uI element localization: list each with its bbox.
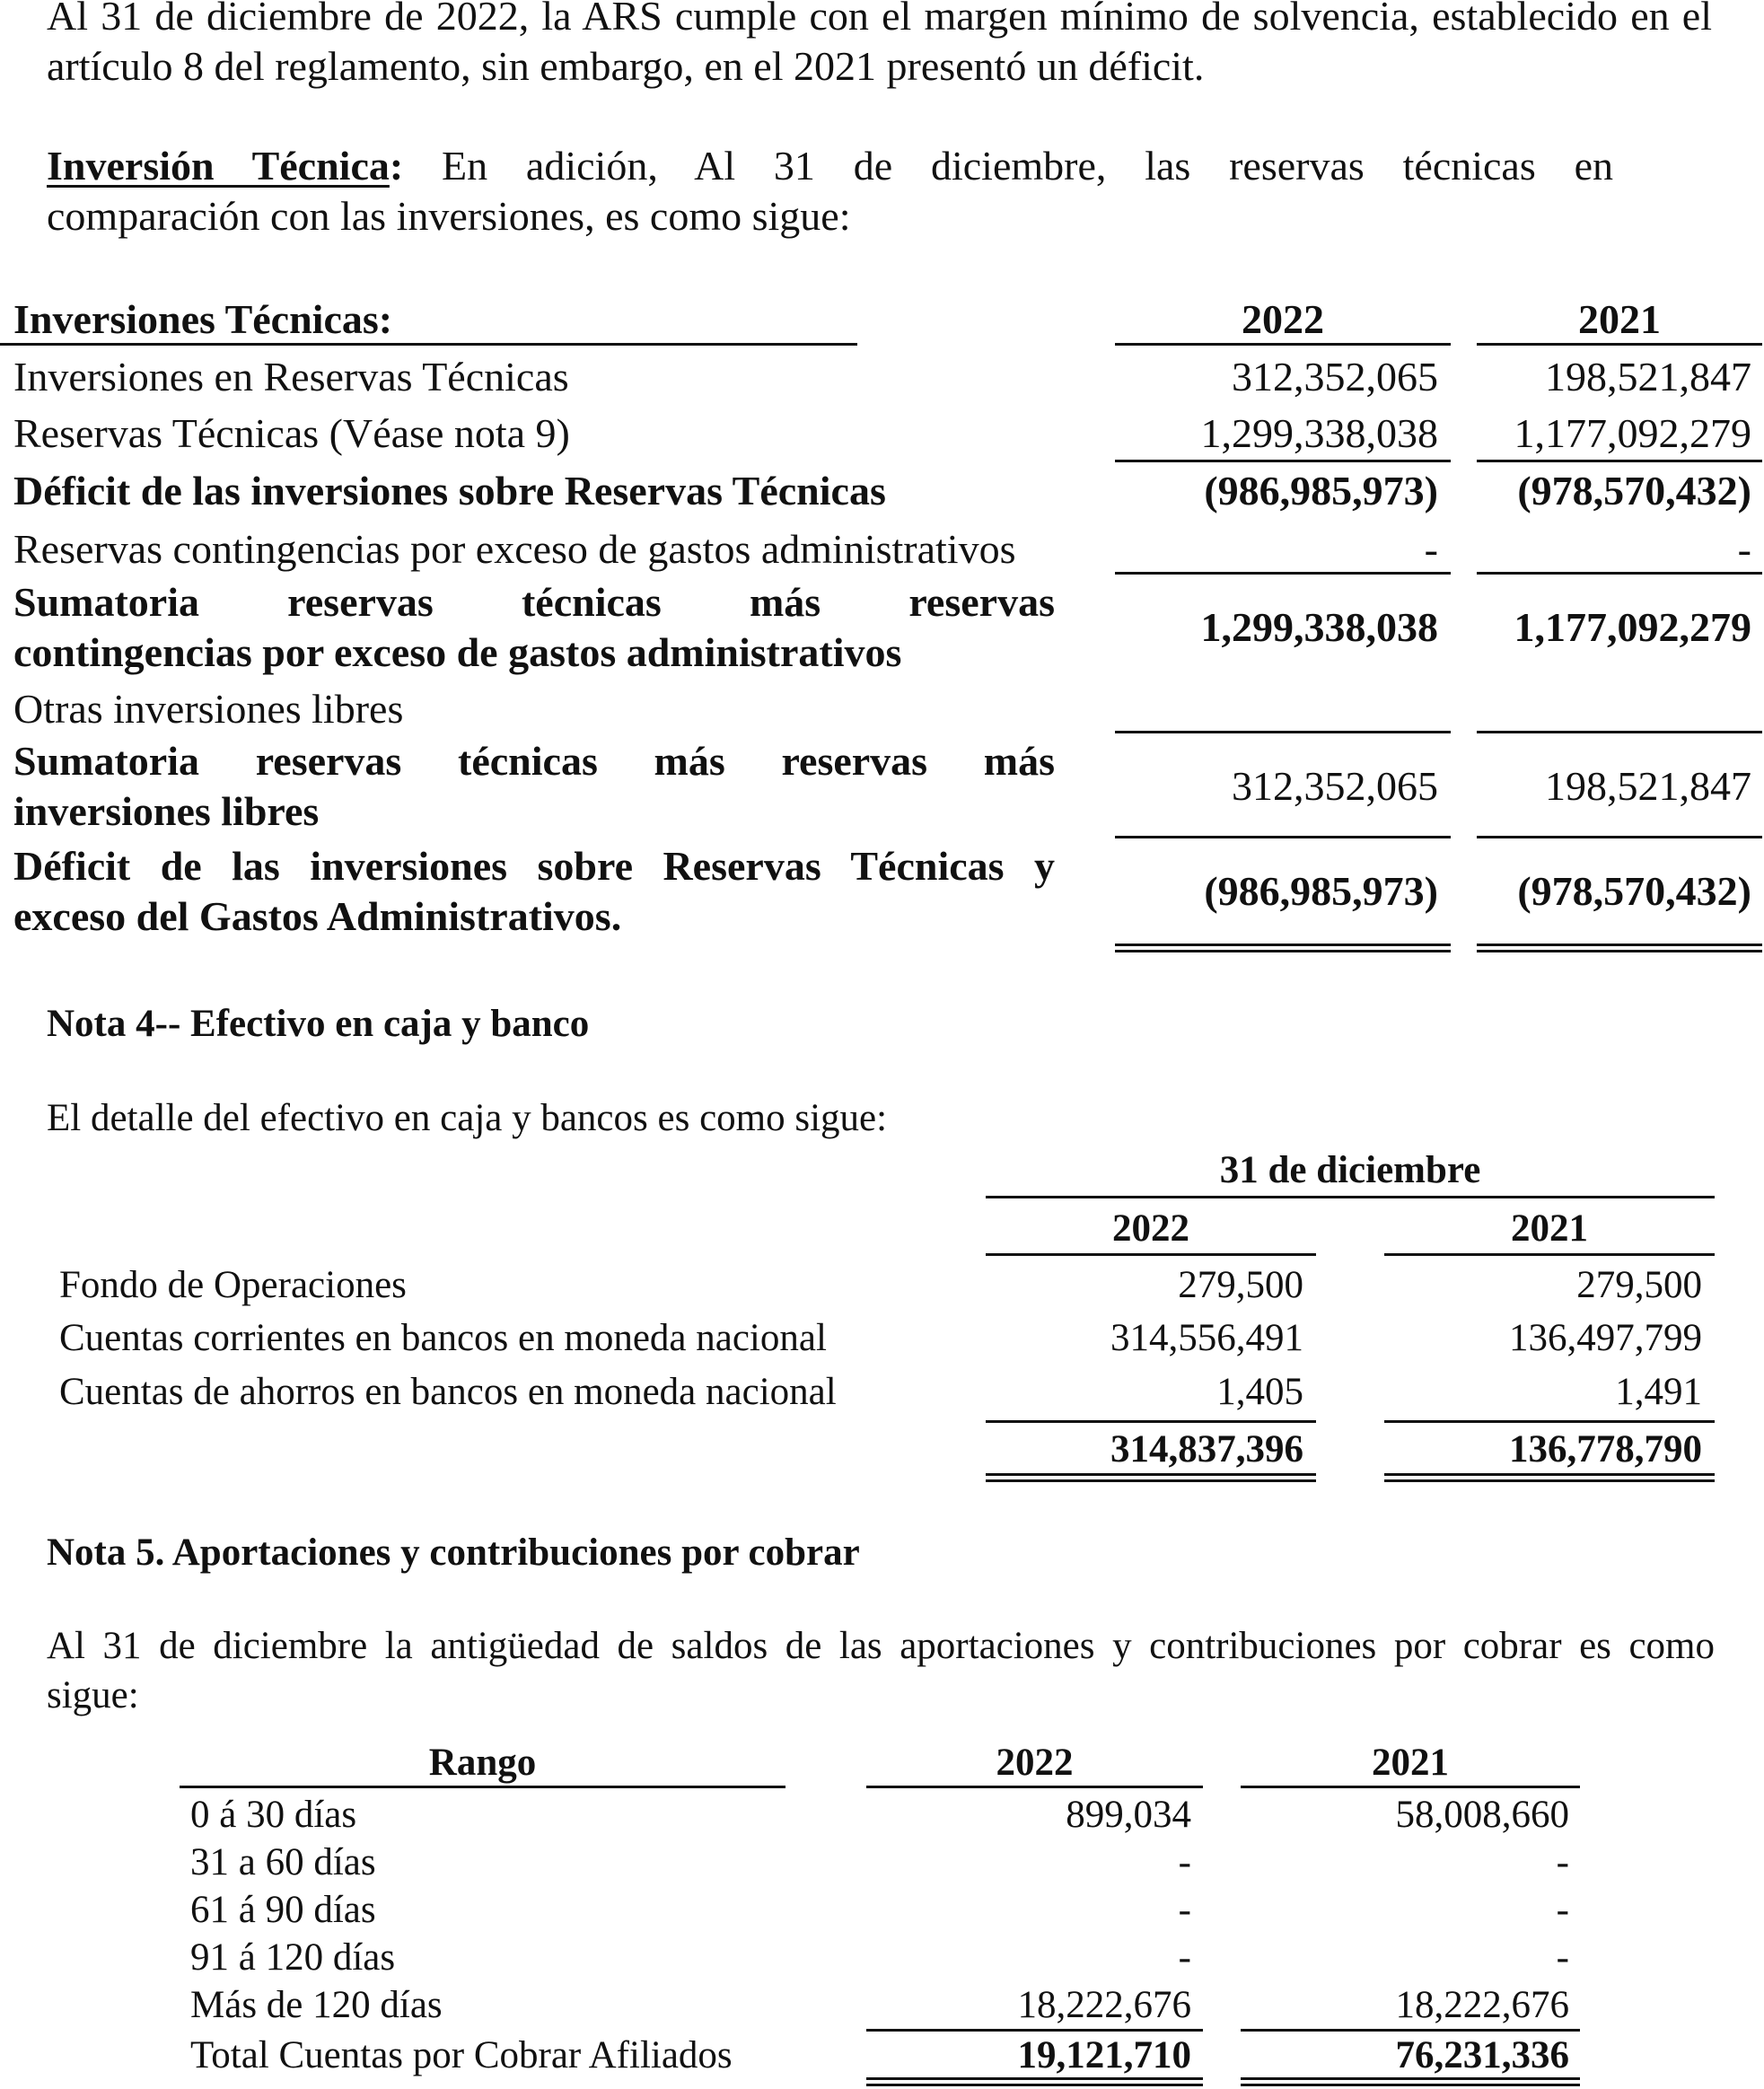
nota5-total-label: Total Cuentas por Cobrar Afiliados — [190, 2034, 733, 2076]
nota4-row-label: Cuentas de ahorros en bancos en moneda nacional — [59, 1371, 837, 1413]
nota5-header-rule-2022 — [866, 1786, 1203, 1788]
table1-row-label-line-1: Sumatoria reservas técnicas más reservas — [13, 579, 1055, 625]
table1-row-2022: - — [1424, 526, 1438, 572]
nota5-row-2022: 18,222,676 — [1017, 1984, 1191, 2026]
nota5-header-rule-2021 — [1241, 1786, 1580, 1788]
table1-header-rule-2022 — [1115, 343, 1451, 346]
table1-row-label-line-1: Sumatoria reservas técnicas más reservas más — [13, 738, 1055, 784]
nota4-row-2022: 1,405 — [1216, 1371, 1303, 1413]
nota4-row-label: Cuentas corrientes en bancos en moneda nacional — [59, 1317, 827, 1359]
nota4-row-2021: 279,500 — [1576, 1264, 1702, 1306]
table1-row-2022: 312,352,065 — [1232, 354, 1438, 399]
table1-row-2021: 198,521,847 — [1545, 354, 1751, 399]
nota4-header-rule-2021 — [1384, 1253, 1715, 1256]
nota5-total-2022: 19,121,710 — [1017, 2034, 1191, 2076]
nota5-row-2021: 18,222,676 — [1395, 1984, 1569, 2026]
nota4-subtotal-rule-2021 — [1384, 1420, 1715, 1423]
nota5-row-2021: - — [1556, 1889, 1569, 1931]
nota4-title: Nota 4-- Efectivo en caja y banco — [47, 1003, 590, 1045]
nota4-group-header: 31 de diciembre — [1219, 1149, 1481, 1191]
table1-header-rule-label — [0, 343, 857, 346]
nota5-subtotal-rule-2022 — [866, 2029, 1203, 2032]
table1-row-2021: 1,177,092,279 — [1514, 410, 1751, 456]
nota5-text-line-2: sigue: — [47, 1674, 139, 1716]
table1-header-2021: 2021 — [1578, 296, 1661, 342]
nota4-row-2021: 1,491 — [1615, 1371, 1702, 1413]
inversion-tecnica-colon: : — [389, 143, 404, 189]
nota4-header-2022: 2022 — [1112, 1207, 1189, 1250]
table1-subtotal-rule-2021 — [1477, 460, 1762, 462]
nota5-row-2021: - — [1556, 1936, 1569, 1979]
inversion-tecnica-line-1 — [47, 141, 1613, 191]
table1-row-2021: (978,570,432) — [1517, 868, 1751, 914]
table1-row-2022: 1,299,338,038 — [1200, 604, 1438, 650]
table1-row-2021: 1,177,092,279 — [1514, 604, 1751, 650]
nota5-total-double-rule-2021 — [1241, 2077, 1580, 2086]
nota5-row-label: 61 á 90 días — [190, 1889, 376, 1931]
table1-subtotal-rule-2021 — [1477, 836, 1762, 838]
intro-line-1: Al 31 de diciembre de 2022, la ARS cumple con el margen mínimo de solvencia, establecido en el — [47, 0, 1712, 39]
nota4-total-double-rule-2021 — [1384, 1473, 1715, 1482]
table1-row-2022: (986,985,973) — [1204, 868, 1438, 914]
nota5-total-2021: 76,231,336 — [1395, 2034, 1569, 2076]
nota4-subtotal-rule-2022 — [986, 1420, 1316, 1423]
table1-row-label: Reservas contingencias por exceso de gastos administrativos — [13, 526, 1016, 572]
nota4-total-2022: 314,837,396 — [1110, 1428, 1303, 1470]
nota5-row-2022: - — [1178, 1841, 1191, 1883]
table1-subtotal-rule-2022 — [1115, 572, 1451, 575]
nota4-header-2021: 2021 — [1511, 1207, 1588, 1250]
table1-subtotal-rule-2021 — [1477, 572, 1762, 575]
table1-header-rule-2021 — [1477, 343, 1762, 346]
nota5-subtotal-rule-2021 — [1241, 2029, 1580, 2032]
table1-row-2021: - — [1737, 526, 1751, 572]
table1-row-2022: 1,299,338,038 — [1200, 410, 1438, 456]
table1-header-2022: 2022 — [1242, 296, 1324, 342]
table1-row-label: Otras inversiones libres — [13, 686, 404, 732]
inversion-tecnica-text: En adición, Al 31 de diciembre, las reservas técnicas en — [403, 143, 1613, 189]
intro-line-2: artículo 8 del reglamento, sin embargo, en el 2021 presentó un déficit. — [47, 43, 1205, 89]
table1-subtotal-rule-2022 — [1115, 460, 1451, 462]
table1-header-label: Inversiones Técnicas: — [13, 296, 393, 342]
table1-row-2021: (978,570,432) — [1517, 468, 1751, 513]
nota4-row-2022: 279,500 — [1178, 1264, 1303, 1306]
nota5-total-double-rule-2022 — [866, 2077, 1203, 2086]
nota5-row-label: 91 á 120 días — [190, 1936, 396, 1979]
table1-row-label-line-2: exceso del Gastos Administrativos. — [13, 893, 622, 939]
nota4-group-rule — [986, 1196, 1715, 1198]
table1-row-2022: (986,985,973) — [1204, 468, 1438, 513]
nota4-total-2021: 136,778,790 — [1509, 1428, 1702, 1470]
nota5-row-2022: 899,034 — [1066, 1794, 1191, 1836]
table1-row-label-line-1: Déficit de las inversiones sobre Reservas Técnicas y — [13, 843, 1055, 889]
table1-subtotal-rule-2021 — [1477, 731, 1762, 733]
inversion-tecnica-line-2: comparación con las inversiones, es como sigue: — [47, 193, 851, 239]
nota5-title: Nota 5. Aportaciones y contribuciones por cobrar — [47, 1532, 860, 1574]
table1-subtotal-rule-2022 — [1115, 731, 1451, 733]
nota5-header-2021: 2021 — [1372, 1742, 1449, 1784]
nota4-row-2022: 314,556,491 — [1110, 1317, 1303, 1359]
table1-row-label: Reservas Técnicas (Véase nota 9) — [13, 410, 570, 456]
nota5-header-rule-label — [180, 1786, 785, 1788]
table1-row-label: Inversiones en Reservas Técnicas — [13, 354, 569, 399]
table1-row-label-line-2: inversiones libres — [13, 788, 320, 834]
nota5-row-2021: 58,008,660 — [1395, 1794, 1569, 1836]
nota4-text: El detalle del efectivo en caja y bancos es como sigue: — [47, 1097, 888, 1139]
nota5-row-label: 0 á 30 días — [190, 1794, 357, 1836]
nota5-row-2022: - — [1178, 1889, 1191, 1931]
nota5-row-label: 31 a 60 días — [190, 1841, 376, 1883]
nota5-text-line-1: Al 31 de diciembre la antigüedad de saldos de las aportaciones y contribuciones por cobrar es como — [47, 1625, 1715, 1667]
nota5-header-2022: 2022 — [996, 1742, 1074, 1784]
table1-total-double-rule-2022 — [1115, 944, 1451, 952]
nota4-row-label: Fondo de Operaciones — [59, 1264, 407, 1306]
nota5-row-2022: - — [1178, 1936, 1191, 1979]
nota5-row-label: Más de 120 días — [190, 1984, 443, 2026]
inversion-tecnica-label: Inversión Técnica — [47, 143, 390, 189]
table1-row-2022: 312,352,065 — [1232, 763, 1438, 809]
table1-subtotal-rule-2022 — [1115, 836, 1451, 838]
table1-row-label-line-2: contingencias por exceso de gastos administrativos — [13, 629, 902, 675]
nota4-header-rule-2022 — [986, 1253, 1316, 1256]
nota5-header-label: Rango — [428, 1742, 537, 1784]
table1-row-label: Déficit de las inversiones sobre Reservas Técnicas — [13, 468, 886, 513]
nota5-row-2021: - — [1556, 1841, 1569, 1883]
table1-row-2021: 198,521,847 — [1545, 763, 1751, 809]
nota4-total-double-rule-2022 — [986, 1473, 1316, 1482]
table1-total-double-rule-2021 — [1477, 944, 1762, 952]
nota4-row-2021: 136,497,799 — [1509, 1317, 1702, 1359]
